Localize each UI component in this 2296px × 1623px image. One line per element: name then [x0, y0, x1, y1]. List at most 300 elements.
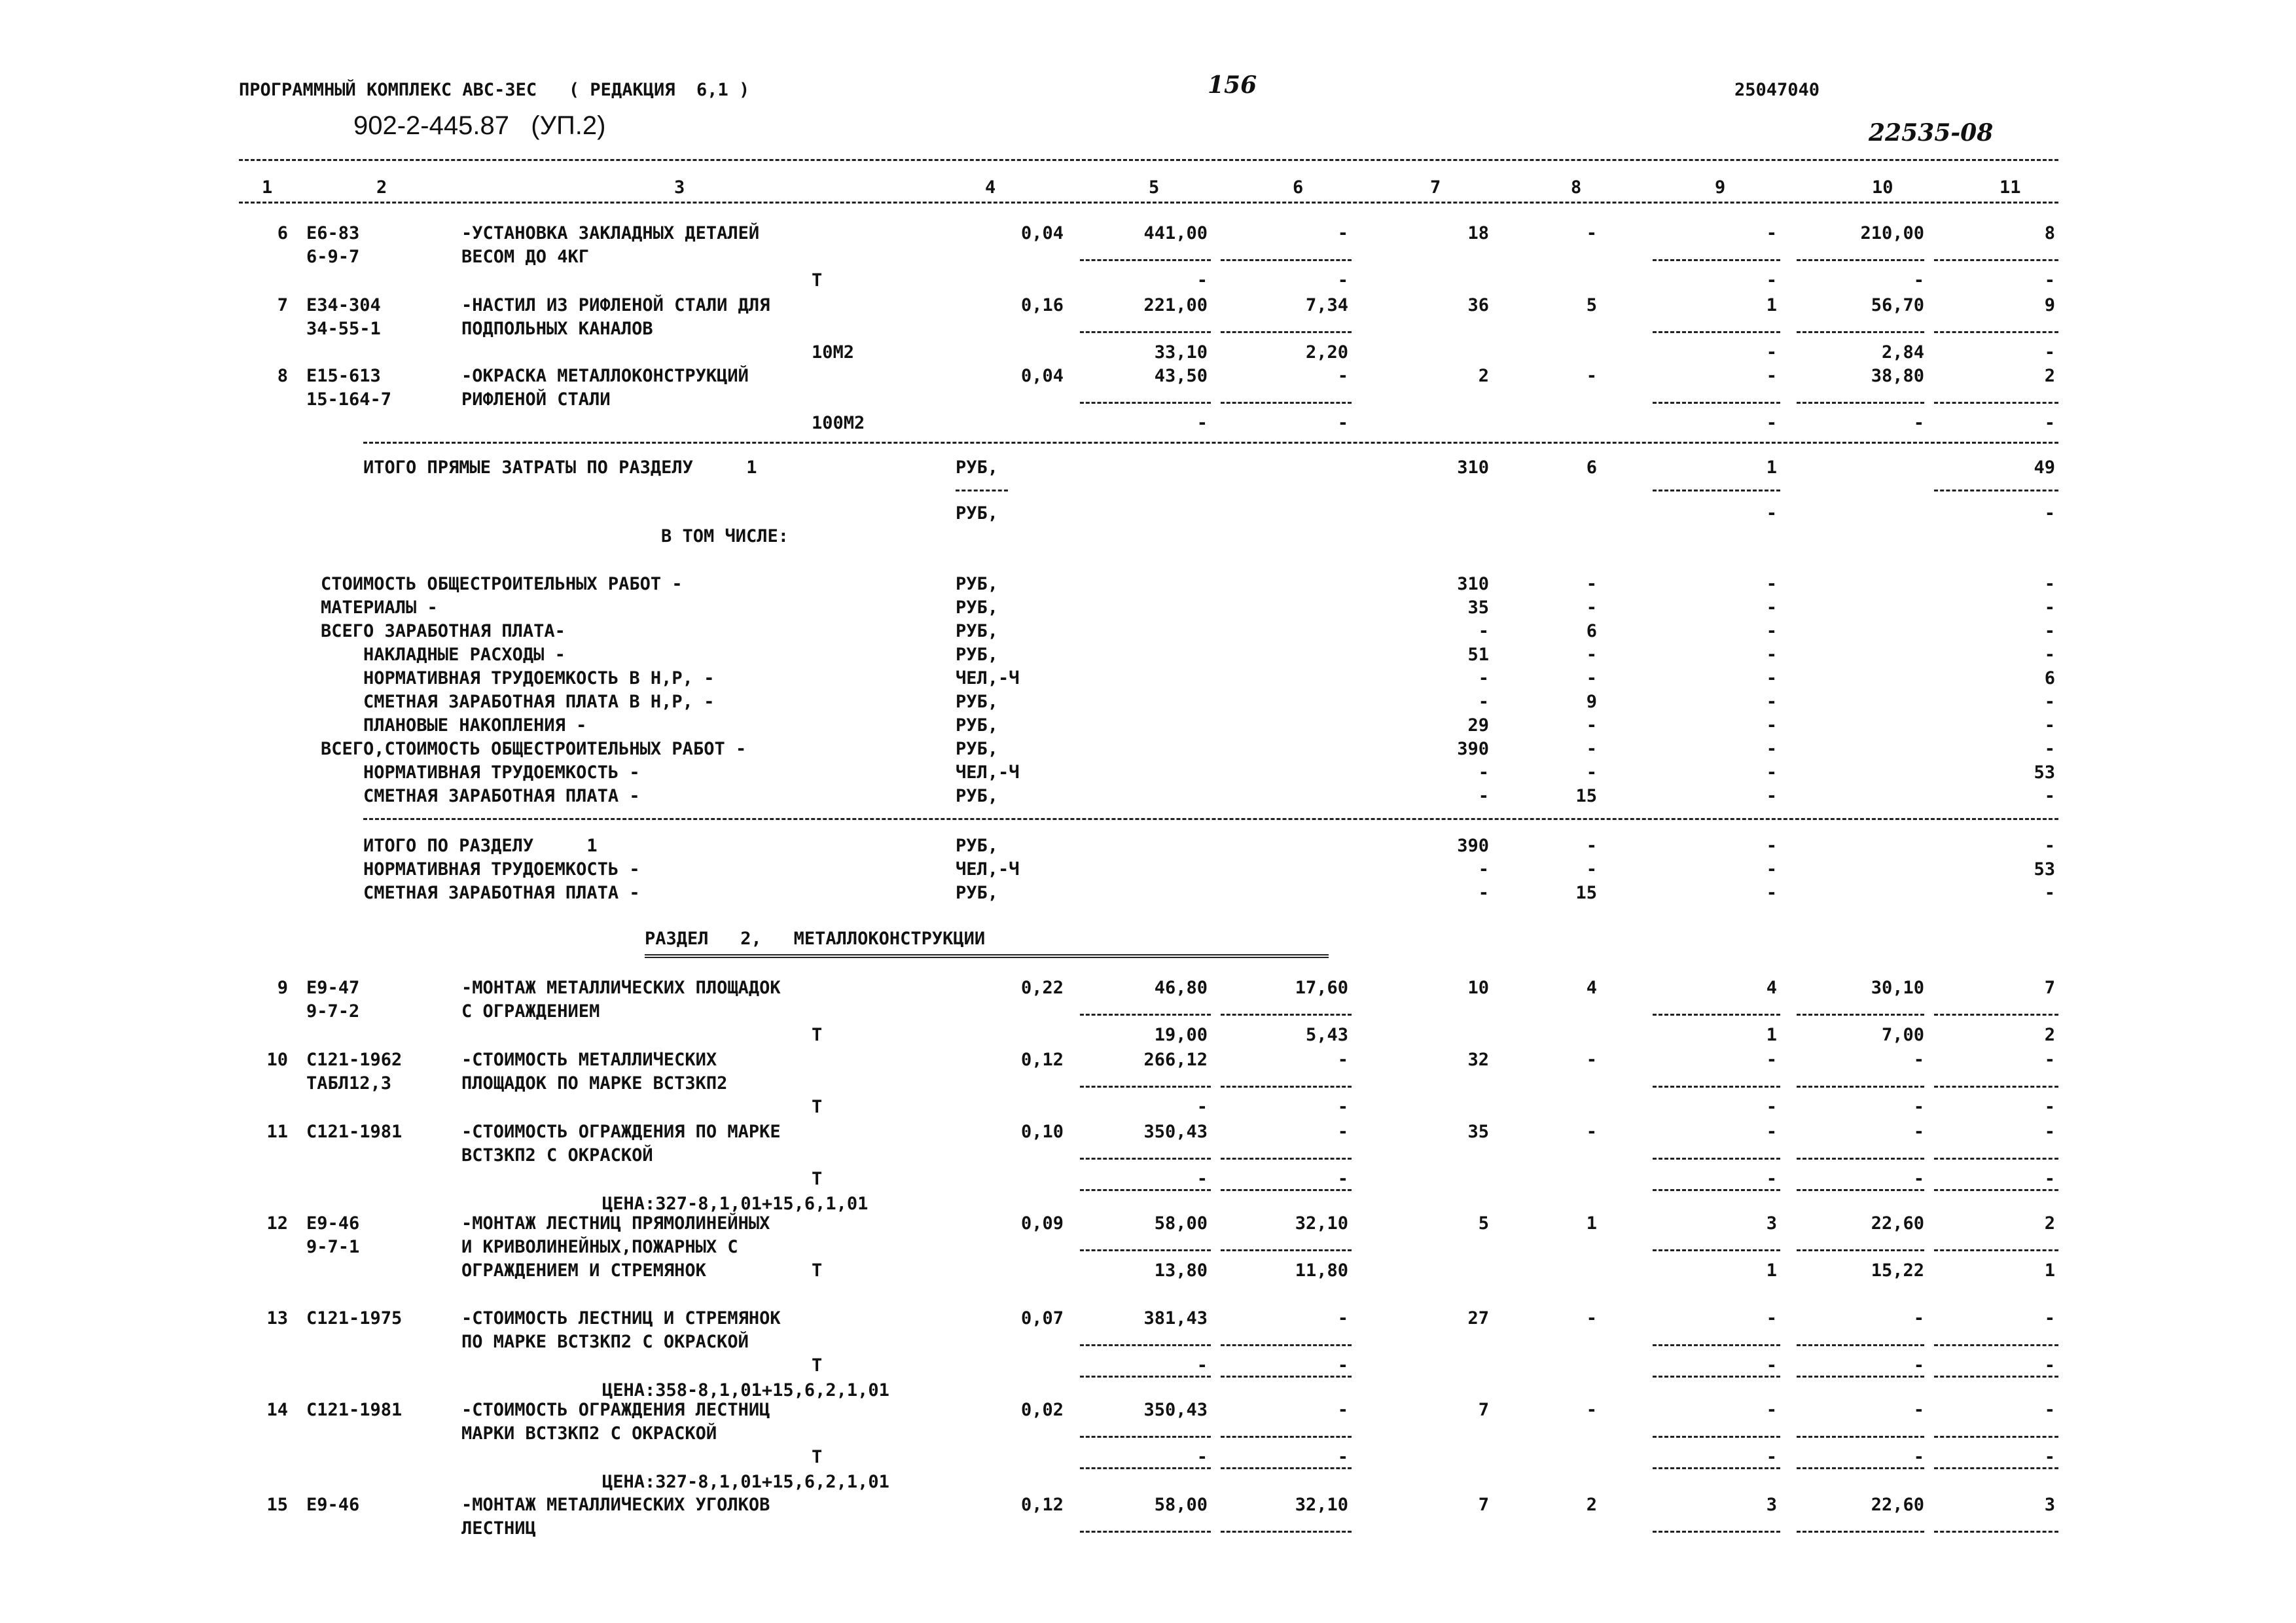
cell-col-8: - [1586, 1050, 1597, 1070]
summary-col-9: - [1766, 597, 1777, 618]
project-number: 902-2-445.87 (УП.2) [353, 111, 606, 140]
program-header: ПРОГРАММНЫЙ КОМПЛЕКС АВС-ЗЕС ( РЕДАКЦИЯ 6,1 ) [239, 80, 750, 100]
column-header-4: 4 [985, 177, 996, 198]
sub-rule [1221, 331, 1352, 333]
summary-label: НОРМАТИВНАЯ ТРУДОЕМКОСТЬ - [321, 762, 640, 783]
row-number: 6 [277, 223, 288, 243]
cell-col-8: - [1586, 1400, 1597, 1420]
summary-col-8: - [1586, 715, 1597, 736]
cell-col-4: 0,12 [1020, 1050, 1064, 1070]
subcell-col-5: - [1196, 270, 1208, 291]
cell-col-9: - [1766, 366, 1777, 386]
subcell-col-5: - [1196, 1447, 1208, 1467]
cell-col-9: - [1766, 1308, 1777, 1329]
summary-col-9: - [1766, 786, 1777, 806]
subcell-col-10: - [1913, 413, 1924, 433]
cell-col-11: 2 [2044, 1213, 2055, 1234]
subcell-col-5: 19,00 [1154, 1025, 1208, 1045]
sub-rule [1653, 1467, 1780, 1469]
subcell-col-10: - [1913, 1169, 1924, 1189]
summary-col-7: - [1478, 762, 1489, 783]
cell-col-6: - [1337, 366, 1348, 386]
sub-rule [1934, 1376, 2058, 1378]
cell-col-6: 32,10 [1295, 1495, 1348, 1515]
work-name-line: -СТОИМОСТЬ МЕТАЛЛИЧЕСКИХ [461, 1050, 717, 1070]
sub-rule [1797, 1086, 1924, 1088]
cell-col-4: 0,02 [1020, 1400, 1064, 1420]
cell-col-6: - [1337, 223, 1348, 243]
summary-label: СМЕТНАЯ ЗАРАБОТНАЯ ПЛАТА - [321, 786, 640, 806]
sub-rule [1080, 1344, 1211, 1346]
sub-rule [1934, 1531, 2058, 1533]
sub-rule [1934, 1158, 2058, 1160]
summary-label: СМЕТНАЯ ЗАРАБОТНАЯ ПЛАТА В Н,Р, - [321, 692, 715, 712]
section-rule [363, 818, 2058, 820]
summary-unit: РУБ, [956, 621, 999, 641]
cell-col-7: 35 [1467, 1122, 1489, 1142]
summary-col-8: - [1586, 739, 1597, 759]
sub-rule [1653, 1014, 1780, 1016]
summary-col-7: - [1478, 692, 1489, 712]
subcell-col-6: - [1337, 1355, 1348, 1376]
summary-label: НАКЛАДНЫЕ РАСХОДЫ - [321, 645, 565, 665]
subcell-col-11: - [2044, 1169, 2055, 1189]
summary-col-9: - [1766, 762, 1777, 783]
row-number: 9 [277, 978, 288, 998]
summary-unit: РУБ, [956, 597, 999, 618]
sub-rule [1934, 490, 2058, 491]
rate-code: Е9-46 [306, 1213, 360, 1234]
summary-label: МАТЕРИАЛЫ - [321, 597, 438, 618]
cell-col-11: - [2044, 1400, 2055, 1420]
cell-col-9: - [1766, 1050, 1777, 1070]
sub-rule [1797, 402, 1924, 404]
unit-of-measure: 100М2 [812, 413, 865, 433]
sub-rule [1080, 402, 1211, 404]
section-total-col-11: 53 [2034, 859, 2055, 880]
summary-col-11: 53 [2034, 762, 2055, 783]
sub-rule [1797, 1189, 1924, 1191]
column-header-11: 11 [2000, 177, 2021, 198]
cell-col-10: 56,70 [1871, 295, 1924, 315]
summary-col-8: - [1586, 668, 1597, 688]
subcell-col-10: - [1913, 1355, 1924, 1376]
subcell-col-9: - [1766, 1355, 1777, 1376]
section-total-col-8: - [1586, 859, 1597, 880]
subcell-col-10: - [1913, 1447, 1924, 1467]
section-total-col-8: - [1586, 836, 1597, 856]
subcell-col-6: 2,20 [1305, 342, 1348, 363]
column-header-9: 9 [1715, 177, 1726, 198]
subcell-col-11: - [2044, 1097, 2055, 1117]
subcell-col-9: - [1766, 1097, 1777, 1117]
unit-of-measure: Т [812, 1025, 823, 1045]
work-name-line: -ОКРАСКА МЕТАЛЛОКОНСТРУКЦИЙ [461, 366, 749, 386]
sub-rule [1653, 1249, 1780, 1251]
sub-rule [1653, 402, 1780, 404]
cell-col-6: - [1337, 1308, 1348, 1329]
document-code: 25047040 [1734, 80, 1820, 100]
cell-col-7: 10 [1467, 978, 1489, 998]
subcell-col-6: - [1337, 413, 1348, 433]
sub-rule [1797, 1436, 1924, 1438]
sub-rule [1221, 1467, 1352, 1469]
work-name-line: С ОГРАЖДЕНИЕМ [461, 1001, 600, 1022]
rate-code-secondary: ТАБЛ12,3 [306, 1073, 392, 1094]
sub-rule [1653, 1436, 1780, 1438]
cell-col-6: 32,10 [1295, 1213, 1348, 1234]
summary-label: СТОИМОСТЬ ОБЩЕСТРОИТЕЛЬНЫХ РАБОТ - [321, 574, 683, 594]
summary-col-7: 390 [1457, 739, 1489, 759]
cell-col-6: 17,60 [1295, 978, 1348, 998]
archive-stamp: 22535-08 [1869, 119, 1994, 147]
summary-col-7: - [1478, 668, 1489, 688]
summary-unit: РУБ, [956, 715, 999, 736]
cell-col-11: 9 [2044, 295, 2055, 315]
subcell-col-11: 1 [2044, 1260, 2055, 1281]
work-name-line: ПОДПОЛЬНЫХ КАНАЛОВ [461, 319, 653, 339]
cell-col-9: - [1766, 1400, 1777, 1420]
section-total-label: НОРМАТИВНАЯ ТРУДОЕМКОСТЬ - [363, 859, 640, 880]
summary-col-11: 6 [2044, 668, 2055, 688]
section-total-label: СМЕТНАЯ ЗАРАБОТНАЯ ПЛАТА - [363, 883, 640, 903]
summary-col-11: - [2044, 786, 2055, 806]
sub-rule [1221, 1158, 1352, 1160]
summary-col-11: - [2044, 574, 2055, 594]
summary-col-9: - [1766, 621, 1777, 641]
summary-col-7: - [1478, 786, 1489, 806]
cell-col-4: 0,04 [1020, 223, 1064, 243]
section-rule [363, 442, 2058, 444]
column-header-3: 3 [674, 177, 685, 198]
subcell-col-11: - [2044, 1355, 2055, 1376]
sub-rule [1080, 1436, 1211, 1438]
work-name-line: ВЕСОМ ДО 4КГ [461, 247, 590, 267]
summary-label: НОРМАТИВНАЯ ТРУДОЕМКОСТЬ В Н,Р, - [321, 668, 715, 688]
summary-unit: РУБ, [956, 786, 999, 806]
sub-rule [1934, 1189, 2058, 1191]
cell-col-10: 38,80 [1871, 366, 1924, 386]
rate-code-secondary: 34-55-1 [306, 319, 381, 339]
summary-col-8: 15 [1575, 786, 1597, 806]
summary-col-9: - [1766, 739, 1777, 759]
summary-unit: РУБ, [956, 645, 999, 665]
subcell-col-10: - [1913, 1097, 1924, 1117]
unit-of-measure: Т [812, 1447, 823, 1467]
unit-of-measure: Т [812, 1097, 823, 1117]
cell-col-10: 210,00 [1860, 223, 1924, 243]
column-header-10: 10 [1872, 177, 1893, 198]
sub-rule [1080, 1158, 1211, 1160]
sub-rule [1080, 259, 1211, 261]
cell-col-5: 43,50 [1154, 366, 1208, 386]
sub-rule [1653, 1158, 1780, 1160]
cell-col-4: 0,09 [1020, 1213, 1064, 1234]
cell-col-4: 0,07 [1020, 1308, 1064, 1329]
summary-col-9: - [1766, 668, 1777, 688]
summary-col-8: - [1586, 645, 1597, 665]
work-name-line: ЛЕСТНИЦ [461, 1518, 536, 1539]
cell-col-5: 350,43 [1143, 1400, 1208, 1420]
sub-rule [1221, 1376, 1352, 1378]
unit-of-measure: Т [812, 1355, 823, 1376]
rate-code: Е6-83 [306, 223, 360, 243]
section-total-col-7: - [1478, 859, 1489, 880]
unit-of-measure: Т [812, 1260, 823, 1281]
cell-col-8: - [1586, 1122, 1597, 1142]
direct-costs-col-9: 1 [1766, 457, 1777, 478]
cell-col-5: 266,12 [1143, 1050, 1208, 1070]
summary-col-11: - [2044, 621, 2055, 641]
summary-col-11: - [2044, 715, 2055, 736]
summary-col-8: - [1586, 762, 1597, 783]
subcell-col-9: - [1766, 413, 1777, 433]
cell-col-5: 221,00 [1143, 295, 1208, 315]
sub-rule [1653, 259, 1780, 261]
rate-code: С121-1981 [306, 1122, 403, 1142]
summary-unit: РУБ, [956, 739, 999, 759]
cell-col-9: 4 [1766, 978, 1777, 998]
cell-col-5: 381,43 [1143, 1308, 1208, 1329]
summary-col-11: - [2044, 597, 2055, 618]
work-name-line: -НАСТИЛ ИЗ РИФЛЕНОЙ СТАЛИ ДЛЯ [461, 295, 770, 315]
summary-col-7: - [1478, 621, 1489, 641]
section-total-col-9: - [1766, 859, 1777, 880]
rate-code-secondary: 15-164-7 [306, 389, 392, 410]
row-number: 8 [277, 366, 288, 386]
sub-rule [1080, 1014, 1211, 1016]
cell-col-4: 0,04 [1020, 366, 1064, 386]
sub-rule [1934, 1249, 2058, 1251]
page-number: 156 [1208, 71, 1257, 99]
summary-col-11: - [2044, 692, 2055, 712]
subcell-col-10: - [1913, 270, 1924, 291]
cell-col-6: 7,34 [1305, 295, 1348, 315]
direct-costs-sub-9: - [1766, 503, 1777, 524]
section-total-col-7: 390 [1457, 836, 1489, 856]
header-bottom-rule [239, 202, 2058, 204]
row-number: 13 [266, 1308, 288, 1329]
subcell-col-11: 2 [2044, 1025, 2055, 1045]
direct-costs-sub-11: - [2044, 503, 2055, 524]
cell-col-8: - [1586, 223, 1597, 243]
subcell-col-5: - [1196, 413, 1208, 433]
subcell-col-5: 33,10 [1154, 342, 1208, 363]
rate-code-secondary: 9-7-2 [306, 1001, 360, 1022]
sub-rule [1221, 1014, 1352, 1016]
column-header-2: 2 [376, 177, 387, 198]
sub-rule [1797, 259, 1924, 261]
section-total-unit: РУБ, [956, 836, 999, 856]
sub-rule [1653, 331, 1780, 333]
cell-col-9: 3 [1766, 1213, 1777, 1234]
cell-col-7: 18 [1467, 223, 1489, 243]
cell-col-10: - [1913, 1122, 1924, 1142]
sub-rule [1934, 1436, 2058, 1438]
sub-rule [1797, 331, 1924, 333]
cell-col-7: 7 [1478, 1495, 1489, 1515]
cell-col-4: 0,12 [1020, 1495, 1064, 1515]
sub-rule [1934, 1344, 2058, 1346]
summary-col-7: 51 [1467, 645, 1489, 665]
work-name-line: РИФЛЕНОЙ СТАЛИ [461, 389, 611, 410]
summary-col-11: - [2044, 645, 2055, 665]
cell-col-11: 2 [2044, 366, 2055, 386]
cell-col-7: 36 [1467, 295, 1489, 315]
summary-col-7: 310 [1457, 574, 1489, 594]
summary-col-11: - [2044, 739, 2055, 759]
summary-unit: ЧЕЛ,-Ч [956, 762, 1020, 783]
section-total-col-11: - [2044, 836, 2055, 856]
sub-rule [1934, 259, 2058, 261]
rate-code-secondary: 6-9-7 [306, 247, 360, 267]
sub-rule [1797, 1014, 1924, 1016]
cell-col-11: - [2044, 1308, 2055, 1329]
subcell-col-9: - [1766, 270, 1777, 291]
direct-costs-col-7: 310 [1457, 457, 1489, 478]
subcell-col-9: - [1766, 1447, 1777, 1467]
column-header-6: 6 [1293, 177, 1304, 198]
cell-col-9: - [1766, 1122, 1777, 1142]
subcell-col-11: - [2044, 270, 2055, 291]
sub-rule [1221, 1344, 1352, 1346]
cell-col-8: 2 [1586, 1495, 1597, 1515]
subcell-col-9: - [1766, 1169, 1777, 1189]
cell-col-9: - [1766, 223, 1777, 243]
section-total-unit: ЧЕЛ,-Ч [956, 859, 1020, 880]
sub-rule [1080, 1531, 1211, 1533]
work-name-line: -СТОИМОСТЬ ЛЕСТНИЦ И СТРЕМЯНОК [461, 1308, 781, 1329]
cell-col-11: - [2044, 1122, 2055, 1142]
cell-col-7: 7 [1478, 1400, 1489, 1420]
cell-col-5: 46,80 [1154, 978, 1208, 998]
row-number: 11 [266, 1122, 288, 1142]
sub-rule [1797, 1467, 1924, 1469]
summary-col-9: - [1766, 645, 1777, 665]
summary-col-8: - [1586, 574, 1597, 594]
price-formula: ЦЕНА:358-8,1,01+15,6,2,1,01 [602, 1380, 889, 1400]
section-title-underline [645, 954, 1329, 958]
section-total-label: ИТОГО ПО РАЗДЕЛУ 1 [363, 836, 598, 856]
subcell-col-6: - [1337, 1447, 1348, 1467]
sub-rule [1653, 1531, 1780, 1533]
work-name-line: ОГРАЖДЕНИЕМ И СТРЕМЯНОК [461, 1260, 706, 1281]
summary-label: ВСЕГО ЗАРАБОТНАЯ ПЛАТА- [321, 621, 565, 641]
sub-rule [1797, 1249, 1924, 1251]
cell-col-10: - [1913, 1400, 1924, 1420]
cell-col-10: 30,10 [1871, 978, 1924, 998]
subcell-col-11: - [2044, 1447, 2055, 1467]
rate-code: С121-1981 [306, 1400, 403, 1420]
cell-col-6: - [1337, 1122, 1348, 1142]
cell-col-4: 0,16 [1020, 295, 1064, 315]
row-number: 10 [266, 1050, 288, 1070]
section-total-col-9: - [1766, 883, 1777, 903]
cell-col-5: 350,43 [1143, 1122, 1208, 1142]
column-header-1: 1 [262, 177, 273, 198]
direct-costs-unit-2: РУБ, [956, 503, 999, 524]
sub-rule [1797, 1531, 1924, 1533]
subcell-col-6: - [1337, 1169, 1348, 1189]
cell-col-11: 3 [2044, 1495, 2055, 1515]
summary-col-9: - [1766, 715, 1777, 736]
row-number: 7 [277, 295, 288, 315]
column-header-8: 8 [1571, 177, 1582, 198]
subcell-col-6: 11,80 [1295, 1260, 1348, 1281]
sub-rule [1934, 1014, 2058, 1016]
work-name-line: ПЛОЩАДОК ПО МАРКЕ ВСТ3КП2 [461, 1073, 728, 1094]
summary-col-7: 29 [1467, 715, 1489, 736]
sub-rule [1221, 1249, 1352, 1251]
column-header-5: 5 [1149, 177, 1160, 198]
cell-col-8: 4 [1586, 978, 1597, 998]
sub-rule [1653, 1344, 1780, 1346]
summary-unit: ЧЕЛ,-Ч [956, 668, 1020, 688]
sub-rule [1934, 1467, 2058, 1469]
rate-code-secondary: 9-7-1 [306, 1237, 360, 1257]
cell-col-10: 22,60 [1871, 1213, 1924, 1234]
section-total-col-9: - [1766, 836, 1777, 856]
cell-col-10: - [1913, 1308, 1924, 1329]
subcell-col-9: 1 [1766, 1260, 1777, 1281]
subcell-col-6: - [1337, 270, 1348, 291]
rate-code: Е15-613 [306, 366, 381, 386]
section-total-col-7: - [1478, 883, 1489, 903]
cell-col-11: 8 [2044, 223, 2055, 243]
cell-col-7: 27 [1467, 1308, 1489, 1329]
summary-label: ПЛАНОВЫЕ НАКОПЛЕНИЯ - [321, 715, 587, 736]
work-name-line: -МОНТАЖ МЕТАЛЛИЧЕСКИХ ПЛОЩАДОК [461, 978, 781, 998]
row-number: 12 [266, 1213, 288, 1234]
direct-costs-label: ИТОГО ПРЯМЫЕ ЗАТРАТЫ ПО РАЗДЕЛУ 1 [363, 457, 757, 478]
subcell-col-5: - [1196, 1355, 1208, 1376]
sub-rule [1080, 1467, 1211, 1469]
cell-col-5: 58,00 [1154, 1495, 1208, 1515]
sub-rule [1221, 1086, 1352, 1088]
sub-rule [1653, 1189, 1780, 1191]
rate-code: С121-1975 [306, 1308, 403, 1329]
section-total-unit: РУБ, [956, 883, 999, 903]
work-name-line: МАРКИ ВСТ3КП2 С ОКРАСКОЙ [461, 1423, 717, 1444]
cell-col-7: 2 [1478, 366, 1489, 386]
cell-col-9: 3 [1766, 1495, 1777, 1515]
cell-col-6: - [1337, 1050, 1348, 1070]
cell-col-11: - [2044, 1050, 2055, 1070]
summary-col-7: 35 [1467, 597, 1489, 618]
summary-col-8: 6 [1586, 621, 1597, 641]
section-2-title: РАЗДЕЛ 2, МЕТАЛЛОКОНСТРУКЦИИ [645, 929, 986, 949]
subcell-col-11: - [2044, 342, 2055, 363]
subcell-col-5: - [1196, 1169, 1208, 1189]
column-header-7: 7 [1430, 177, 1441, 198]
subcell-col-9: - [1766, 342, 1777, 363]
subcell-col-11: - [2044, 413, 2055, 433]
sub-rule [1653, 1086, 1780, 1088]
header-top-rule [239, 159, 2058, 161]
sub-rule [1797, 1158, 1924, 1160]
sub-rule [1221, 259, 1352, 261]
sub-rule [1080, 1086, 1211, 1088]
sub-rule [1653, 490, 1780, 491]
cell-col-10: - [1913, 1050, 1924, 1070]
cell-col-11: 7 [2044, 978, 2055, 998]
cell-col-10: 22,60 [1871, 1495, 1924, 1515]
subcell-col-10: 15,22 [1871, 1260, 1924, 1281]
unit-of-measure: Т [812, 1169, 823, 1189]
work-name-line: ПО МАРКЕ ВСТ3КП2 С ОКРАСКОЙ [461, 1332, 749, 1352]
sub-rule [1934, 402, 2058, 404]
cell-col-7: 5 [1478, 1213, 1489, 1234]
